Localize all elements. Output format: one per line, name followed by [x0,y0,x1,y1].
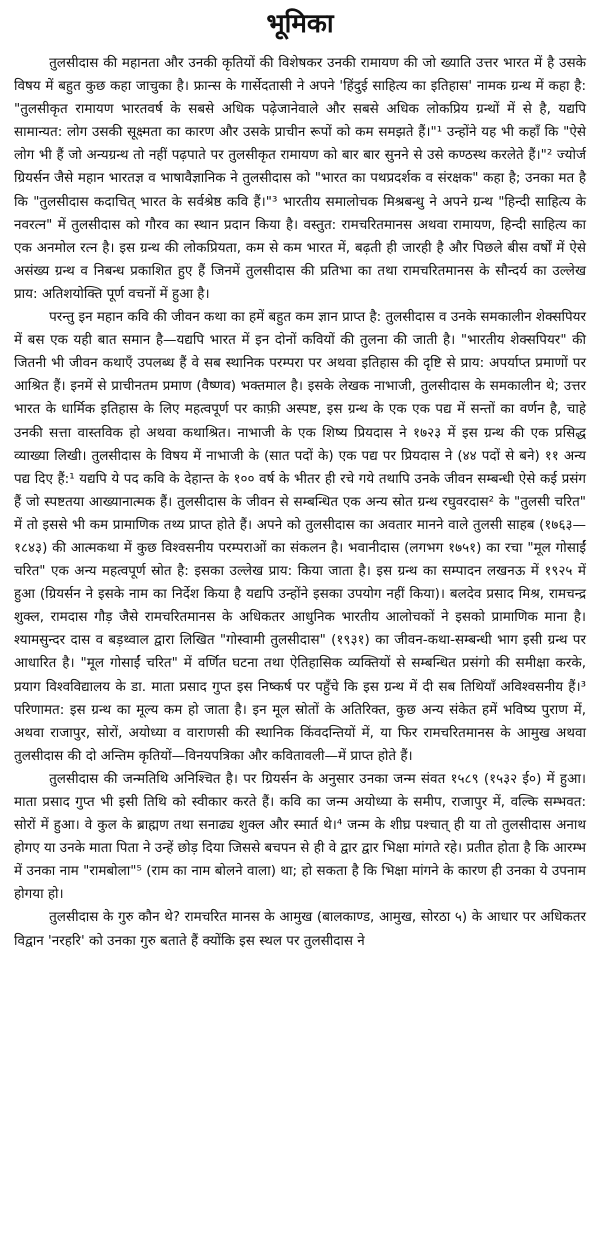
paragraph-sources: परन्तु इन महान कवि की जीवन कथा का हमें बहुत कम ज्ञान प्राप्त है: तुलसीदास व उनके समकालीन शेक्सपियर में बस एक यही बात समान है—यद्यपि भारत में इन दोनों कवियों की तुलना की जाती है। "भारतीय शेक्सपियर" की जितनी भी जीवन कथाएँ उपलब्ध हैं वे सब स्थानिक परम्परा पर अथवा इतिहास की दृष्टि से प्राय: अपर्याप्त प्रमाणों पर आश्रित हैं। इनमें से प्राचीनतम प्रमाण (वैष्णव) भक्तमाल है। इसके लेखक नाभाजी, तुलसीदास के समकालीन थे; उत्तर भारत के धार्मिक इतिहास के लिए महत्वपूर्ण पर काफ़ी अस्पष्ट, इस ग्रन्थ के एक एक पद्य में सन्तों का वर्णन है, चाहे उनकी सत्ता वास्तविक हो अथवा कथाश्रित। नाभाजी के एक शिष्य प्रियदास ने १७२३ में इस ग्रन्थ की एक प्रसिद्ध व्याख्या लिखी। तुलसीदास के विषय में नाभाजी के (सात पदों के) एक पद्य पर प्रियदास ने (४४ पदों से बने) ११ अन्य पद्य दिए हैं:¹ यद्यपि ये पद कवि के देहान्त के १०० वर्ष के भीतर ही रचे गये तथापि उनके जीवन सम्बन्धी ऐसे कई प्रसंग हैं जो स्पष्टतया आख्यानात्मक हैं। तुलसीदास के जीवन से सम्बन्धित एक अन्य स्रोत ग्रन्थ रघुवरदास² के "तुलसी चरित" में तो इससे भी कम प्रामाणिक तथ्य प्राप्त होते हैं। अपने को तुलसीदास का अवतार मानने वाले तुलसी साहब (१७६३—१८४३) की आत्मकथा में कुछ विश्वसनीय परम्पराओं का संकलन है। भवानीदास (लगभग १७५१) का रचा "मूल गोसाईं चरित" एक अन्य महत्वपूर्ण स्रोत है: इसका उल्लेख प्राय: किया जाता है। इस ग्रन्थ का सम्पादन लखनऊ में १९२५ में हुआ (ग्रियर्सन ने इसके नाम का निर्देश किया है यद्यपि उन्होंने इसका उपयोग नहीं किया)। बलदेव प्रसाद मिश्र, रामचन्द्र शुक्ल, रामदास गौड़ जैसे रामचरितमानस के अधिकतर आधुनिक भारतीय आलोचकों ने इसको प्रामाणिक माना है। श्यामसुन्दर दास व बड़थ्वाल द्वारा लिखित "गोस्वामी तुलसीदास" (१९३१) का जीवन-कथा-सम्बन्धी भाग इसी ग्रन्थ पर आधारित है। "मूल गोसाईं चरित" में वर्णित घटना तथा ऐतिहासिक व्यक्तियों से सम्बन्धित प्रसंगो की समीक्षा करके, प्रयाग विश्वविद्यालय के डा. माता प्रसाद गुप्त इस निष्कर्ष पर पहुँचे कि इस ग्रन्थ में दी सब तिथियाँ अविश्वसनीय हैं।³ परिणामत: इस ग्रन्थ का मूल्य कम हो जाता है। इन मूल स्रोतों के अतिरिक्त, कुछ अन्य संकेत हमें भविष्य पुराण में, अथवा राजापुर, सोरों, अयोध्या व वाराणसी की स्थानिक किंवदन्तियों में, या फिर रामचरितमानस के आमुख अथवा तुलसीदास की दो अन्तिम कृतियों—विनयपत्रिका और कवितावली—में प्राप्त होते हैं। [14,309,586,764]
paragraph-fame: तुलसीदास की महानता और उनकी कृतियों की विशेषकर उनकी रामायण की जो ख्याति उत्तर भारत में है उसके विषय में बहुत कुछ कहा जाचुका है। फ्रान्स के गार्सेदतासी ने अपने 'हिंदुई साहित्य का इतिहास' नामक ग्रन्थ में कहा है: "तुलसीकृत रामायण भारतवर्ष के सबसे अधिक पढ़ेजानेवाले और सबसे अधिक लोकप्रिय ग्रन्थों में से है, यद्यपि सामान्यत: लोग उसकी सूक्ष्मता का कारण और उसके प्राचीन रूपों को कम समझते हैं।"¹ उन्होंने यह भी कहाँ कि "ऐसे लोग भी हैं जो अन्यग्रन्थ तो नहीं पढ़पाते पर तुलसीकृत रामायण को बार बार सुनने से उसे कण्ठस्थ करलेते हैं।"² ज्योर्ज ग्रियर्सन जैसे महान भारतज्ञ व भाषावैज्ञानिक ने तुलसीदास को "भारत का पथप्रदर्शक व संरक्षक" कहा है; उनका मत है कि "तुलसीदास कदाचित् भारत के सर्वश्रेष्ठ कवि हैं।"³ भारतीय समालोचक मिश्रबन्धु ने अपने ग्रन्थ "हिन्दी साहित्य के नवरत्न" में तुलसीदास को गौरव का स्थान प्रदान किया है। वस्तुत: रामचरितमानस अथवा रामायण, हिन्दी साहित्य का एक अनमोल रत्न है। इस ग्रन्थ की लोकप्रियता, कम से कम भारत में, बढ़ती ही जारही है और पिछले बीस वर्षों में ऐसे असंख्य ग्रन्थ व निबन्ध प्रकाशित हुए हैं जिनमें तुलसीदास की प्रतिभा का तथा रामचरितमानस के सौन्दर्य का उल्लेख प्राय: अतिशयोक्ति पूर्ण वचनों में हुआ है। [14,55,586,302]
paragraph-guru: तुलसीदास के गुरु कौन थे? रामचरित मानस के आमुख (बालकाण्ड, आमुख, सोरठा ५) के आधार पर अधिकतर विद्वान 'नरहरि' को उनका गुरु बताते हैं क्योंकि इस स्थल पर तुलसीदास ने [14,909,586,949]
page-title: भूमिका [266,9,334,39]
paragraph-birth: तुलसीदास की जन्मतिथि अनिश्चित है। पर ग्रियर्सन के अनुसार उनका जन्म संवत १५८९ (१५३२ ई०) में हुआ। माता प्रसाद गुप्त भी इसी तिथि को स्वीकार करते हैं। कवि का जन्म अयोध्या के समीप, राजापुर में, वल्कि सम्भवत: सोरों में हुआ। वे कुल के ब्राह्मण तथा सनाढ्य शुक्ल और स्मार्त थे।⁴ जन्म के शीघ्र पश्चात् ही या तो तुलसीदास अनाथ होगए या उनके माता पिता ने उन्हें छोड़ दिया जिससे बचपन से ही वे द्वार द्वार भिक्षा मांगते रहे। प्रतीत होता है कि आरम्भ में उनका नाम "रामबोला"⁵ (राम का नाम बोलने वाला) था; हो सकता है कि भिक्षा मांगने के कारण ही उनका ये उपनाम होगया हो। [14,770,586,903]
